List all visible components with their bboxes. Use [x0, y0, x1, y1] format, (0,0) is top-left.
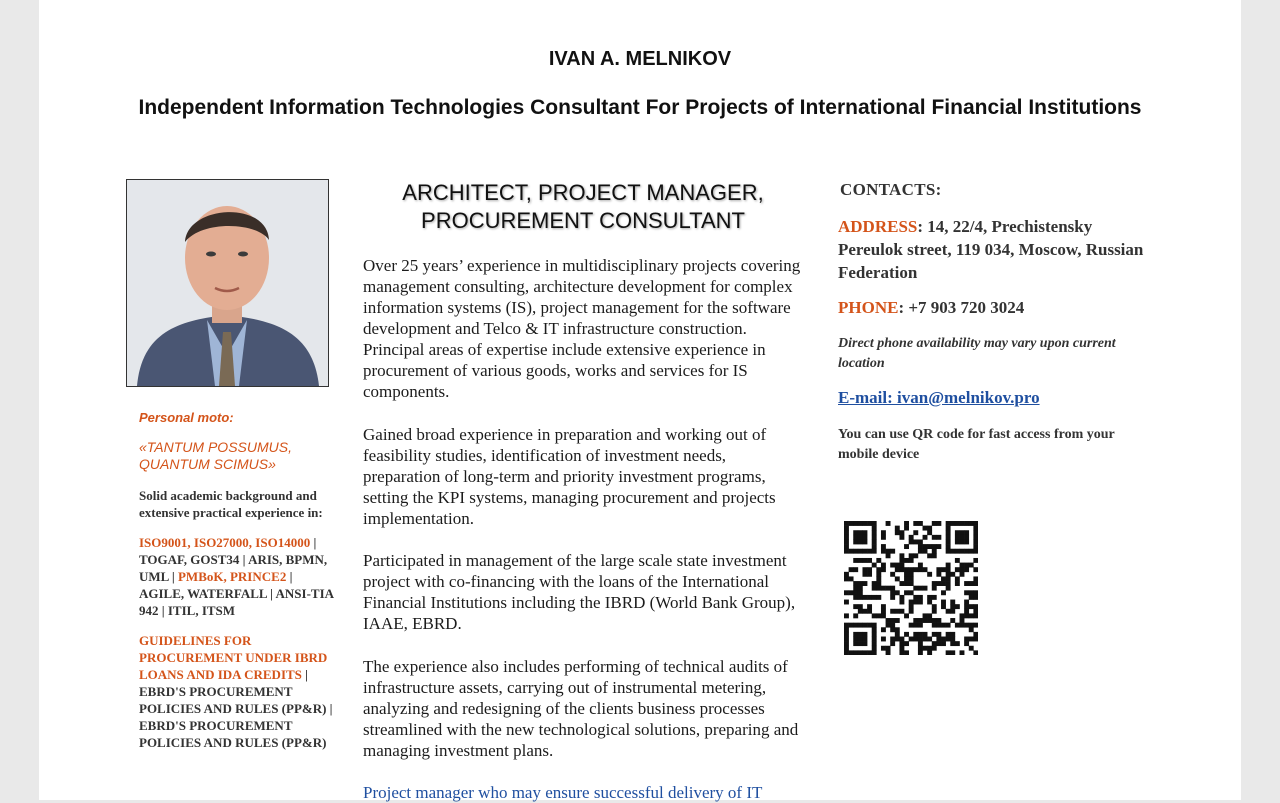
phone-value: : +7 903 720 3024: [898, 298, 1025, 317]
skills-list: [139, 534, 334, 619]
qr-code-image: [844, 521, 978, 655]
resume-page: [39, 0, 1241, 800]
academic-text: Solid academic background and extensive practical experience in:: [139, 488, 323, 520]
role-heading: ARCHITECT, PROJECT MANAGER, PROCUREMENT CONSULTANT: [402, 180, 764, 233]
paragraph-project-manager-link[interactable]: Project manager who may ensure successful delivery of IT: [363, 783, 763, 802]
person-name: IVAN A. MELNIKOV: [548, 48, 732, 70]
guideline-ibrd: GUIDELINES FOR PROCUREMENT UNDER IBRD LOANS AND IDA CREDITS: [139, 633, 328, 682]
page-subtitle: Independent Information Technologies Consultant For Projects of International Financial Institutions: [138, 96, 1142, 119]
paragraph-audits: The experience also includes performing of technical audits of infrastructure assets, carrying out of instrumental metering, analyzing and redesigning of the clients business processes streamlined with the new technological solutions, preparing and managing investment plans.: [363, 657, 799, 760]
skill-iso: ISO9001, ISO27000, ISO14000: [139, 535, 311, 550]
phone-note: Direct phone availability may vary upon current location: [838, 336, 1116, 371]
paragraph-experience: Over 25 years’ experience in multidisciplinary projects covering management consulting, architecture development for complex information systems (IS), project management for the software development and Telco & IT infrastructure construction. Principal areas of expertise include extensive experience in procurement of various goods, works and services for IS components.: [363, 256, 801, 401]
email-link[interactable]: E-mail: ivan@melnikov.pro: [838, 388, 1040, 407]
moto-text: «TANTUM POSSUMUS, QUANTUM SCIMUS»: [139, 439, 292, 472]
address-label: ADDRESS: [838, 217, 918, 236]
phone-label: PHONE: [838, 298, 899, 317]
paragraph-state-project: Participated in management of the large scale state investment project with co-financing with the loans of the International Financial Institutions including the IBRD (World Bank Group), IAAE, EBRD.: [363, 551, 796, 633]
paragraph-broad-experience: Gained broad experience in preparation and working out of feasibility studies, identification of investment needs, preparation of long-term and priority investment programs, setting the KPI systems, managing procurement and projects implementation.: [363, 425, 776, 528]
guidelines-list: [139, 632, 334, 751]
contacts-heading: CONTACTS:: [840, 180, 942, 199]
skill-pm: PMBoK, PRINCE2: [177, 569, 287, 584]
phone-block: [838, 298, 1024, 318]
address-value: : 14, 22/4, Prechistensky Pereulok street, 119 034, Moscow, Russian Federation: [838, 217, 1144, 282]
skill-methods: | AGILE, WATERFALL | ANSI-TIA 942 | ITIL, ITSM: [139, 569, 334, 618]
portrait-photo: [126, 179, 329, 387]
qr-note: You can use QR code for fast access from your mobile device: [838, 427, 1115, 462]
skill-frameworks: | TOGAF, GOST34 | ARIS, BPMN, UML |: [139, 535, 328, 584]
address-block: [838, 215, 1156, 284]
guideline-ebrd: | EBRD'S PROCUREMENT POLICIES AND RULES (PP&R) | EBRD'S PROCUREMENT POLICIES AND RULES (PP&R): [139, 667, 333, 750]
moto-label: Personal moto:: [139, 410, 234, 425]
